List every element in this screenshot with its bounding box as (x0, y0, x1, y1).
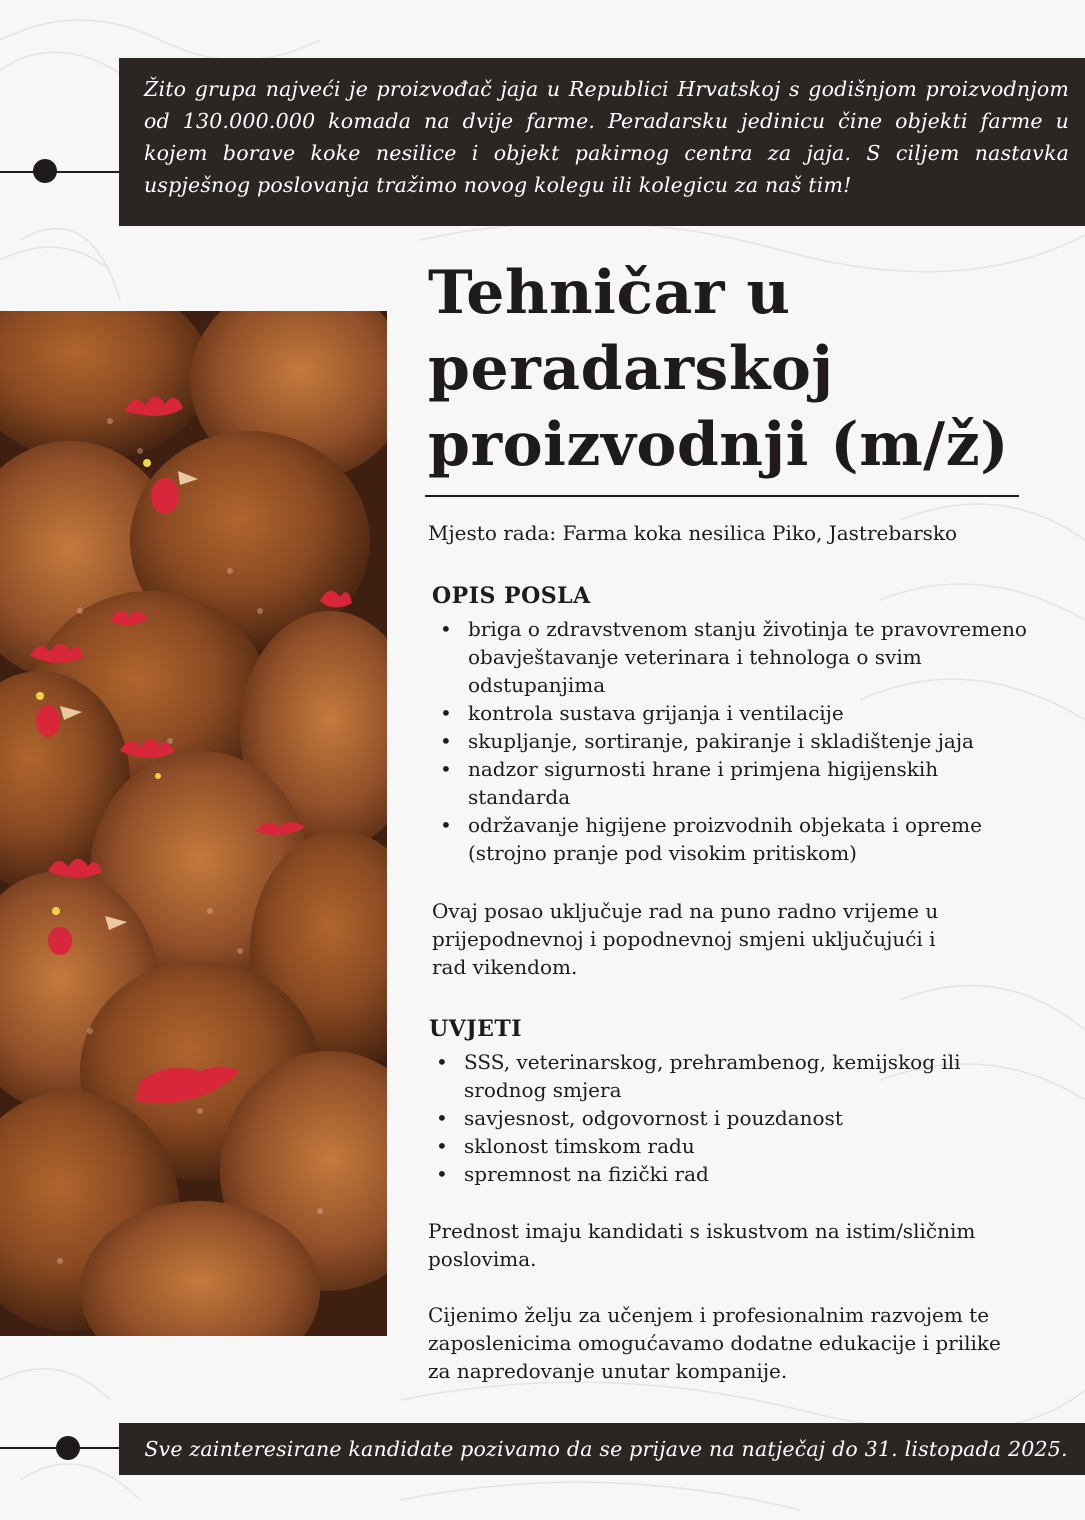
hens-photo (0, 311, 387, 1336)
list-item: • nadzor sigurnosti hrane i primjena higijenskih standarda (432, 755, 1032, 811)
requirements-list (428, 1048, 968, 1188)
development-text: Cijenimo želju za učenjem i profesionalnim razvojem te zaposlenicima omogućavamo dodatne edukacije i prilike za napredovanje unutar kompanije. (428, 1303, 1001, 1383)
footer-text: Sve zainteresirane kandidate pozivamo da se prijave na natječaj do 31. listopada 2025. (144, 1437, 1068, 1461)
intro-box (119, 58, 1085, 226)
advantage-text: Prednost imaju kandidati s iskustvom na istim/sličnim poslovima. (428, 1219, 976, 1271)
intro-connector-dot (33, 159, 57, 183)
list-item: • sklonost timskom radu (428, 1132, 968, 1160)
list-item: • skupljanje, sortiranje, pakiranje i skladištenje jaja (432, 727, 1032, 755)
job-description-heading: OPIS POSLA (432, 583, 591, 609)
intro-text: Žito grupa najveći je proizvođač jaja u Republici Hrvatskoj s godišnjom proizvodnjom od 130.000.000 komada na dvije farme. Peradarsku jedinicu čine objekti farme u kojem borave koke nesilice i objekt pakirnog centra za jaja. S ciljem nastavka uspješnog poslovanja tražimo novog kolegu ili kolegicu za naš tim! (144, 77, 1069, 197)
job-title-line-3: proizvodnji (m/ž) (428, 410, 1010, 480)
job-title (428, 255, 1068, 483)
list-item: • savjesnost, odgovornost i pouzdanost (428, 1104, 968, 1132)
list-item: • briga o zdravstvenom stanju životinja te pravovremeno obavještavanje veterinara i tehnologa o svim odstupanjima (432, 615, 1032, 699)
job-description-list (432, 615, 1032, 867)
work-location: Mjesto rada: Farma koka nesilica Piko, Jastrebarsko (428, 521, 958, 545)
title-divider (425, 495, 1019, 497)
schedule-text: Ovaj posao uključuje rad na puno radno vrijeme u prijepodnevnoj i popodnevnoj smjeni uključujući i rad vikendom. (432, 899, 939, 979)
job-title-line-2: peradarskoj (428, 334, 834, 404)
requirements-heading: UVJETI (429, 1016, 523, 1042)
list-item: • SSS, veterinarskog, prehrambenog, kemijskog ili srodnog smjera (428, 1048, 968, 1104)
intro-connector-line (0, 171, 125, 173)
footer-box (119, 1423, 1085, 1475)
list-item: • kontrola sustava grijanja i ventilacije (432, 699, 1032, 727)
job-title-line-1: Tehničar u (428, 258, 791, 328)
list-item: • spremnost na fizički rad (428, 1160, 968, 1188)
list-item: • održavanje higijene proizvodnih objekata i opreme (strojno pranje pod visokim pritiskom) (432, 811, 1032, 867)
footer-connector-dot (56, 1436, 80, 1460)
